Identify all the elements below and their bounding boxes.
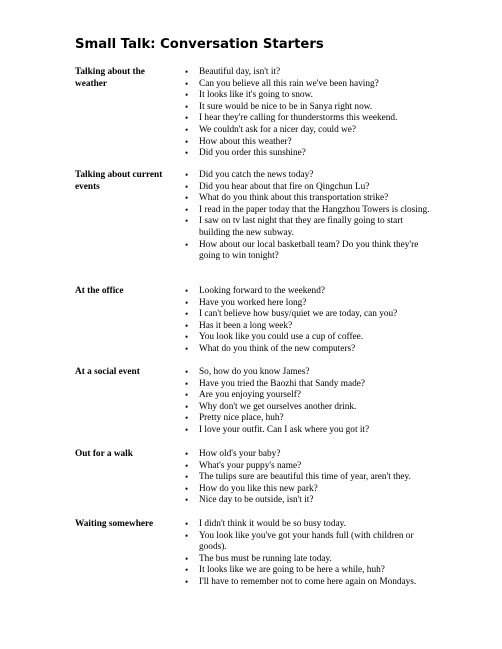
list-item: • Nice day to be outside, isn't it? [199, 495, 435, 507]
list-item: • It sure would be nice to be in Sanya right now. [199, 102, 435, 114]
section-category: At the office [75, 286, 124, 296]
section-category: At a social event [75, 367, 140, 377]
list-item: • It looks like it's going to snow. [199, 90, 435, 102]
list-item: • Did you hear about that fire on Qingchun Lu? [199, 182, 435, 194]
list-item: • Has it been a long week? [199, 321, 435, 333]
section-category: Out for a walk [75, 449, 133, 459]
list-item: • You look like you've got your hands full (with children or goods). [199, 531, 435, 554]
list-item: • So, how do you know James? [199, 367, 435, 379]
list-item: • What do you think about this transportation strike? [199, 193, 435, 205]
list-item: • Are you enjoying yourself? [199, 390, 435, 402]
list-item: • I read in the paper today that the Hangzhou Towers is closing. [199, 205, 435, 217]
list-item: • Why don't we get ourselves another drink. [199, 402, 435, 414]
list-item: • I can't believe how busy/quiet we are today, can you? [199, 309, 435, 321]
list-item: • Pretty nice place, huh? [199, 413, 435, 425]
list-item: • Have you worked here long? [199, 298, 435, 310]
list-item: • It looks like we are going to be here a while, huh? [199, 565, 435, 577]
starter-list [199, 67, 435, 160]
list-item: • How old's your baby? [199, 449, 435, 461]
list-item: • Can you believe all this rain we've been having? [199, 79, 435, 91]
list-item: • You look like you could use a cup of coffee. [199, 332, 435, 344]
starter-list [199, 286, 435, 356]
list-item: • I didn't think it would be so busy today. [199, 519, 435, 531]
list-item: • What do you think of the new computers? [199, 344, 435, 356]
section-category: Waiting somewhere [75, 519, 154, 529]
list-item: • I love your outfit. Can I ask where you got it? [199, 425, 435, 437]
list-item: • Did you order this sunshine? [199, 148, 435, 160]
list-item: • Did you catch the news today? [199, 170, 435, 182]
list-item: • I saw on tv last night that they are finally going to start building the new subway. [199, 216, 435, 239]
page-title: Small Talk: Conversation Starters [75, 37, 324, 52]
list-item: • How do you like this new park? [199, 484, 435, 496]
section-category: Talking about the weather [75, 67, 145, 89]
list-item: • We couldn't ask for a nicer day, could we? [199, 125, 435, 137]
starter-list [199, 519, 435, 589]
list-item: • The tulips sure are beautiful this time of year, aren't they. [199, 472, 435, 484]
list-item: • How about our local basketball team? Do you think they're going to win tonight? [199, 240, 435, 263]
starter-list [199, 367, 435, 437]
starter-list [199, 449, 435, 507]
starter-list [199, 170, 435, 263]
list-item: • Looking forward to the weekend? [199, 286, 435, 298]
list-item: • I'll have to remember not to come here again on Mondays. [199, 577, 435, 589]
section-category: Talking about current events [75, 170, 163, 192]
list-item: • Have you tried the Baozhi that Sandy made? [199, 379, 435, 391]
list-item: • What's your puppy's name? [199, 461, 435, 473]
list-item: • The bus must be running late today. [199, 554, 435, 566]
list-item: • I hear they're calling for thunderstorms this weekend. [199, 113, 435, 125]
list-item: • How about this weather? [199, 137, 435, 149]
list-item: • Beautiful day, isn't it? [199, 67, 435, 79]
